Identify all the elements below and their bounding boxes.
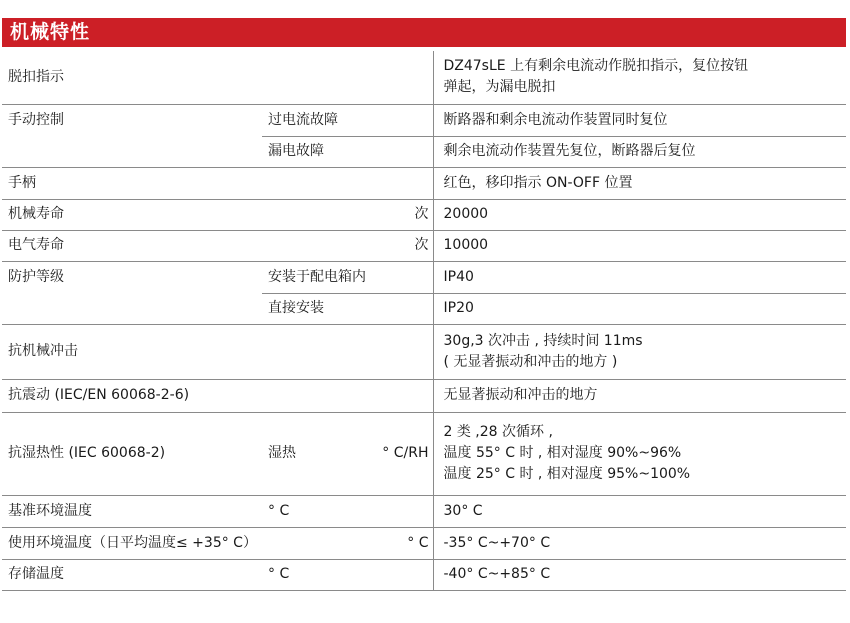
value-line: 温度 55° C 时 , 相对湿度 90%~96%	[443, 445, 682, 461]
table-row	[2, 104, 846, 136]
table-row	[2, 199, 846, 230]
param-unit	[374, 559, 433, 590]
param-value: -35° C~+70° C	[433, 527, 846, 559]
param-name: 基准环境温度	[2, 495, 262, 527]
param-unit: ° C	[374, 527, 433, 559]
table-row	[2, 324, 846, 379]
param-unit	[374, 167, 433, 199]
param-value: IP40	[433, 261, 846, 293]
param-value: 无显著振动和冲击的地方	[433, 379, 846, 412]
param-unit	[374, 324, 433, 379]
value-line: 2 类 ,28 次循环 ,	[443, 424, 553, 440]
param-name: 手柄	[2, 167, 262, 199]
table-row	[2, 136, 846, 167]
param-sub	[262, 324, 374, 379]
param-value: 30° C	[433, 495, 846, 527]
spec-table	[2, 51, 846, 591]
param-sub: ° C	[262, 495, 374, 527]
value-line: 30g,3 次冲击 , 持续时间 11ms	[443, 332, 643, 349]
param-name: 脱扣指示	[2, 51, 262, 104]
table-row	[2, 51, 846, 104]
param-name: 防护等级	[8, 268, 64, 285]
param-unit: 次	[374, 199, 433, 230]
param-unit	[374, 136, 433, 167]
param-name: 机械寿命	[2, 199, 262, 230]
param-value: 断路器和剩余电流动作装置同时复位	[433, 104, 846, 136]
param-sub	[262, 230, 374, 261]
param-name: 抗湿热性 (IEC 60068-2)	[2, 412, 262, 495]
param-value: IP20	[433, 293, 846, 324]
param-unit: ° C/RH	[374, 412, 433, 495]
param-value	[433, 51, 846, 104]
value-line: ( 无显著振动和冲击的地方 )	[443, 353, 618, 370]
table-row	[2, 293, 846, 324]
param-name: 手动控制	[8, 111, 64, 128]
param-unit	[374, 379, 433, 412]
param-sub	[262, 199, 374, 230]
param-sub: 漏电故障	[262, 136, 374, 167]
param-sub: 过电流故障	[262, 104, 374, 136]
param-sub	[262, 167, 374, 199]
value-line: DZ47sLE 上有剩余电流动作脱扣指示，复位按钮	[443, 58, 749, 75]
table-row	[2, 261, 846, 293]
param-sub	[262, 51, 374, 104]
param-sub	[262, 379, 374, 412]
table-row	[2, 379, 846, 412]
param-name: 存储温度	[2, 559, 262, 590]
param-unit	[374, 104, 433, 136]
param-name	[2, 136, 262, 167]
value-line: 弹起，为漏电脱扣	[443, 79, 556, 96]
table-row	[2, 559, 846, 590]
param-name: 使用环境温度（日平均温度≤ +35° C）	[2, 527, 374, 559]
param-value	[433, 412, 846, 495]
param-sub: ° C	[262, 559, 374, 590]
param-value: -40° C~+85° C	[433, 559, 846, 590]
param-sub: 湿热	[262, 412, 374, 495]
param-value	[433, 324, 846, 379]
param-value: 剩余电流动作装置先复位，断路器后复位	[433, 136, 846, 167]
param-sub: 直接安装	[262, 293, 374, 324]
table-row	[2, 527, 846, 559]
section-title: 机械特性	[10, 21, 91, 43]
param-unit	[374, 495, 433, 527]
param-name: 抗机械冲击	[2, 324, 262, 379]
param-value: 20000	[433, 199, 846, 230]
value-line: 温度 25° C 时 , 相对湿度 95%~100%	[443, 466, 691, 482]
param-value: 红色，移印指示 ON-OFF 位置	[433, 167, 846, 199]
param-sub: 安装于配电箱内	[262, 261, 374, 293]
param-unit	[374, 51, 433, 104]
param-unit	[374, 293, 433, 324]
section-header	[2, 18, 846, 47]
param-unit: 次	[374, 230, 433, 261]
param-name: 抗震动 (IEC/EN 60068-2-6)	[2, 379, 262, 412]
table-row	[2, 167, 846, 199]
param-value: 10000	[433, 230, 846, 261]
table-row	[2, 412, 846, 495]
table-row	[2, 495, 846, 527]
param-unit	[374, 261, 433, 293]
param-name	[2, 293, 262, 324]
table-row	[2, 230, 846, 261]
param-name: 电气寿命	[2, 230, 262, 261]
